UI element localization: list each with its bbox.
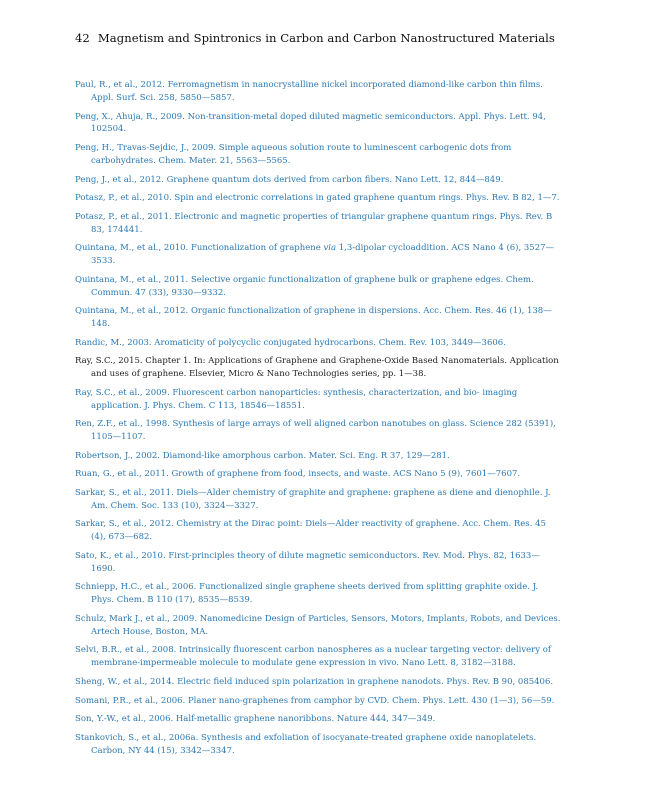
reference-entry[interactable]: Quintana, M., et al., 2012. Organic functionalization of graphene in dispersions. Acc. Chem. Res. 46 (1), 138—148. bbox=[75, 306, 552, 330]
reference-entry[interactable]: Ren, Z.F., et al., 1998. Synthesis of large arrays of well aligned carbon nanotubes on glass. Science 282 (5391), 1105—1107. bbox=[75, 419, 556, 443]
reference-entry[interactable]: Potasz, P., et al., 2011. Electronic and magnetic properties of triangular graphene quantum rings. Phys. Rev. B 83, 174441. bbox=[75, 211, 553, 235]
reference-entry[interactable]: Potasz, P., et al., 2010. Spin and electronic correlations in gated graphene quantum rings. Phys. Rev. B 82, 1—7. bbox=[75, 193, 560, 204]
reference-entry[interactable]: Stankovich, S., et al., 2006a. Synthesis and exfoliation of isocyanate-treated graphene oxide nanoplatelets. Carbon, NY 44 (15), 3342—3347. bbox=[75, 732, 537, 756]
reference-entry[interactable]: Paul, R., et al., 2012. Ferromagnetism in nanocrystalline nickel incorporated diamond-like carbon thin films. Appl. Surf. Sci. 258, 5850—5857. bbox=[75, 80, 543, 103]
reference-entry[interactable]: Somani, P.R., et al., 2006. Planer nano-graphenes from camphor by CVD. Chem. Phys. Lett. 430 (1—3), 56—59. bbox=[75, 695, 555, 706]
reference-list bbox=[75, 79, 561, 763]
reference-entry[interactable]: Schulz, Mark J., et al., 2009. Nanomedicine Design of Particles, Sensors, Motors, Implants, Robots, and Devices. Artech House, Boston, MA. bbox=[75, 613, 561, 637]
reference-entry[interactable]: Son, Y.-W., et al., 2006. Half-metallic graphene nanoribbons. Nature 444, 347—349. bbox=[75, 714, 436, 725]
reference-entry[interactable]: Sheng, W., et al., 2014. Electric field induced spin polarization in graphene nanodots. Phys. Rev. B 90, 085406. bbox=[75, 676, 554, 687]
reference-entry[interactable]: Sato, K., et al., 2010. First-principles theory of dilute magnetic semiconductors. Rev. Mod. Phys. 82, 1633—1690. bbox=[75, 550, 540, 574]
reference-entry[interactable]: Peng, J., et al., 2012. Graphene quantum dots derived from carbon fibers. Nano Lett. 12, 844—849. bbox=[75, 174, 504, 185]
reference-entry[interactable] bbox=[75, 242, 561, 268]
reference-entry[interactable]: Ruan, G., et al., 2011. Growth of graphene from food, insects, and waste. ACS Nano 5 (9), 7601—7607. bbox=[75, 469, 521, 480]
reference-entry[interactable]: Sarkar, S., et al., 2011. Diels—Alder chemistry of graphite and graphene: graphene as diene and dienophile. J. Am. Chem. Soc. 133 (10), 3324—3327. bbox=[75, 487, 551, 511]
reference-entry[interactable]: Robertson, J., 2002. Diamond-like amorphous carbon. Mater. Sci. Eng. R 37, 129—281. bbox=[75, 450, 450, 461]
running-head bbox=[75, 31, 595, 45]
reference-text: 1,3-dipolar cycloaddition. ACS Nano 4 (6), 3527—3533. bbox=[91, 243, 555, 267]
reference-entry[interactable]: Peng, H., Travas-Sejdic, J., 2009. Simple aqueous solution route to luminescent carbogenic dots from carbohydrates. Chem. Mater. 21, 5563—5565. bbox=[75, 143, 512, 166]
reference-entry: Ray, S.C., 2015. Chapter 1. In: Applications of Graphene and Graphene-Oxide Based Nanomaterials. Application and uses of graphene. Elsevier, Micro & Nano Technologies series, pp. 1—38. bbox=[75, 356, 559, 380]
reference-entry[interactable]: Sarkar, S., et al., 2012. Chemistry at the Dirac point: Diels—Alder reactivity of graphene. Acc. Chem. Res. 45 (4), 673—682. bbox=[75, 519, 546, 543]
reference-italic-text: via bbox=[323, 243, 337, 254]
reference-text: Quintana, M., et al., 2010. Functionalization of graphene bbox=[75, 243, 324, 254]
reference-entry[interactable]: Ray, S.C., et al., 2009. Fluorescent carbon nanoparticles: synthesis, characterization, and bio- imaging application. J. Phys. Chem. C 113, 18546—18551. bbox=[75, 387, 518, 411]
reference-entry[interactable]: Randic, M., 2003. Aromaticity of polycyclic conjugated hydrocarbons. Chem. Rev. 103, 3449—3606. bbox=[75, 337, 506, 348]
reference-entry[interactable]: Quintana, M., et al., 2011. Selective organic functionalization of graphene bulk or graphene edges. Chem. Commun. 47 (33), 9330—9332. bbox=[75, 274, 534, 298]
page-number: 42 bbox=[75, 31, 90, 45]
running-title: Magnetism and Spintronics in Carbon and Carbon Nanostructured Materials bbox=[97, 31, 555, 45]
reference-entry[interactable]: Schniepp, H.C., et al., 2006. Functionalized single graphene sheets derived from splitting graphite oxide. J. Phys. Chem. B 110 (17), 8535—8539. bbox=[75, 582, 539, 606]
reference-entry[interactable]: Peng, X., Ahuja, R., 2009. Non-transition-metal doped diluted magnetic semiconductors. Appl. Phys. Lett. 94, 102504. bbox=[75, 111, 546, 135]
reference-entry[interactable]: Selvi, B.R., et al., 2008. Intrinsically fluorescent carbon nanospheres as a nuclear targeting vector: delivery of membrane-impermeable molecule to modulate gene expression in vivo. Nano Lett. 8, 3182—3188. bbox=[75, 645, 551, 669]
